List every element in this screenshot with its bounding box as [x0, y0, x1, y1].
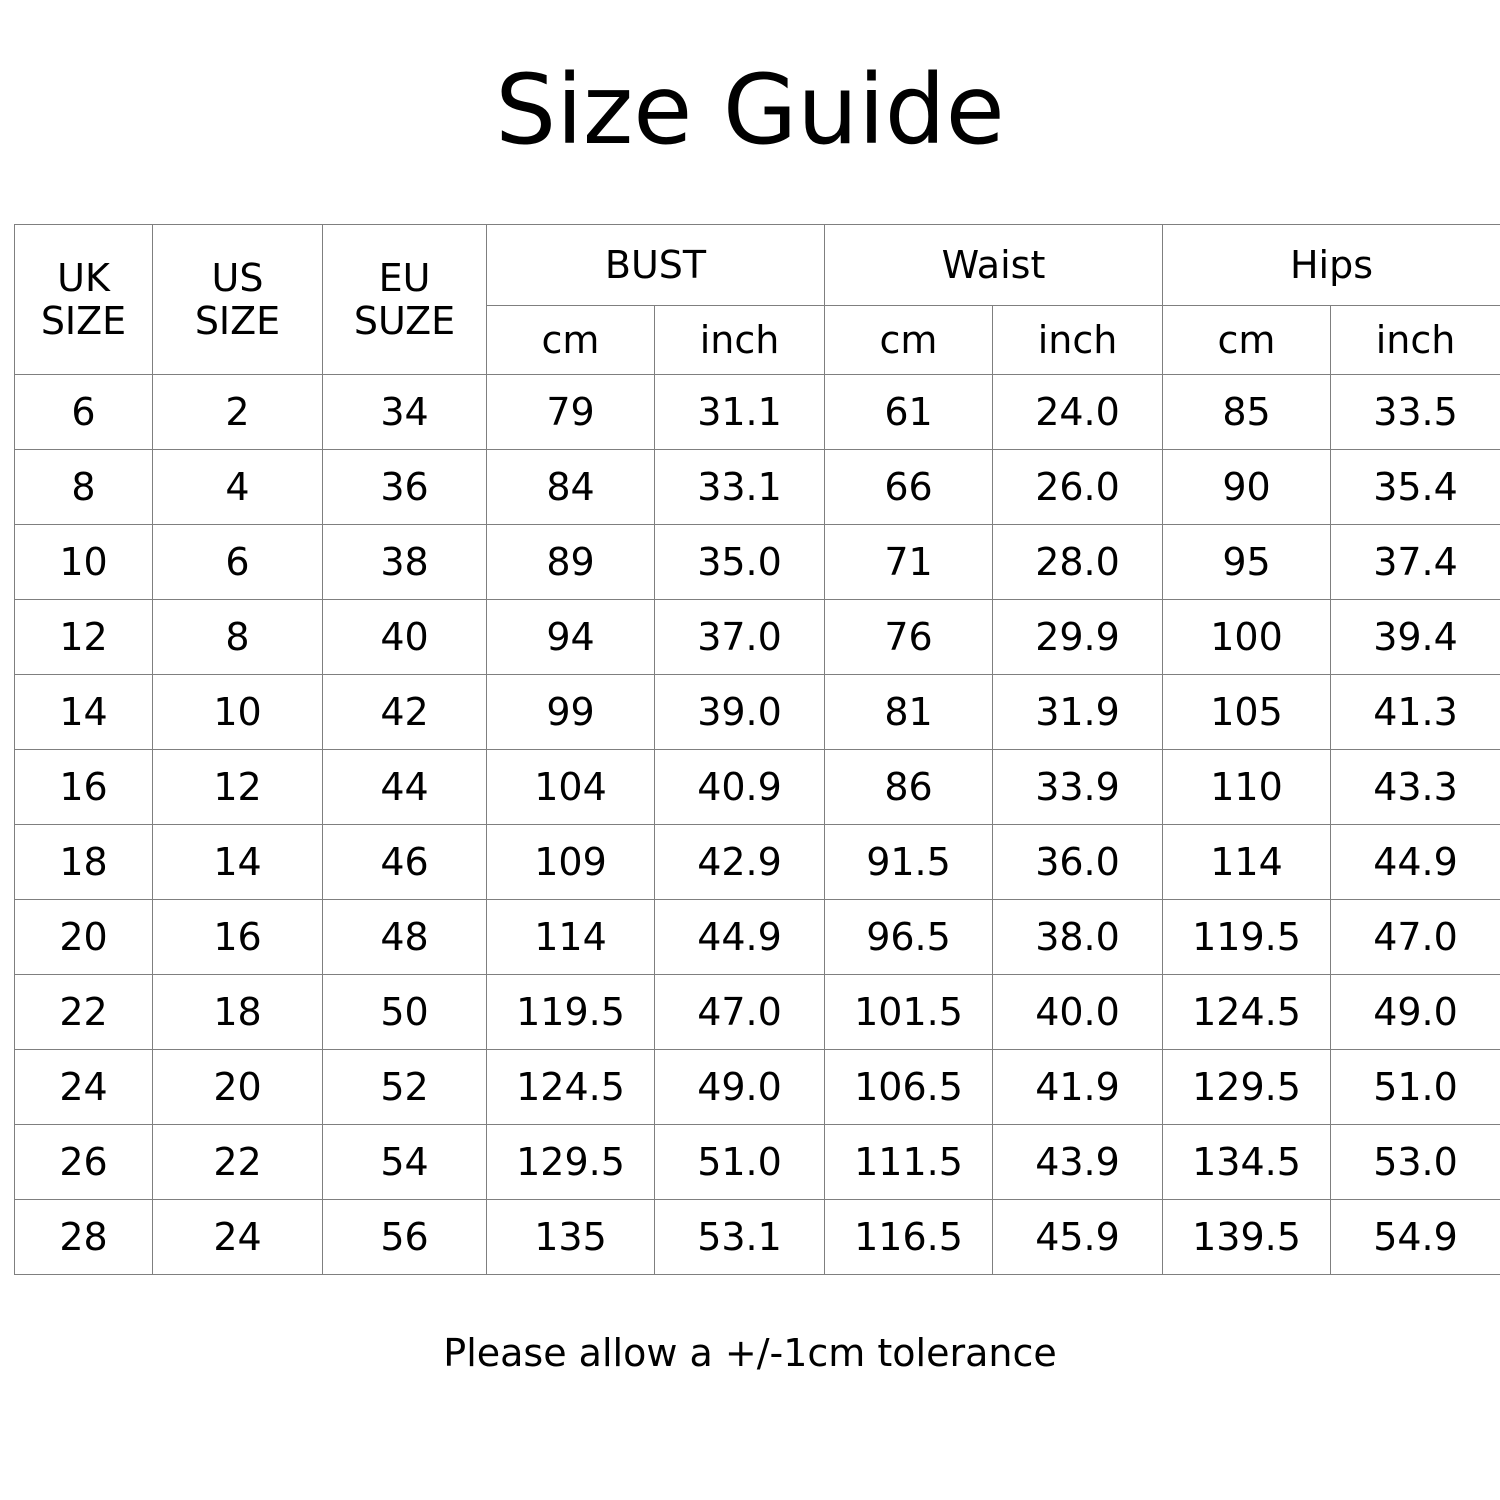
cell-bust-cm: 94 [487, 600, 655, 675]
cell-hips-inch: 33.5 [1331, 375, 1500, 450]
cell-waist-cm: 91.5 [825, 825, 993, 900]
cell-waist-cm: 116.5 [825, 1200, 993, 1275]
cell-bust-inch: 35.0 [655, 525, 825, 600]
table-row [15, 450, 1500, 525]
cell-eu-size: 54 [323, 1125, 487, 1200]
cell-bust-cm: 104 [487, 750, 655, 825]
cell-hips-cm: 114 [1163, 825, 1331, 900]
table-head [15, 225, 1500, 375]
cell-hips-cm: 85 [1163, 375, 1331, 450]
cell-waist-inch: 29.9 [993, 600, 1163, 675]
unit-header-bust-inch: inch [655, 306, 825, 375]
cell-us-size: 6 [153, 525, 323, 600]
us-size-line1: US [211, 255, 264, 300]
cell-waist-cm: 66 [825, 450, 993, 525]
cell-bust-inch: 39.0 [655, 675, 825, 750]
cell-bust-inch: 40.9 [655, 750, 825, 825]
size-table-container [0, 224, 1500, 1275]
cell-uk-size: 8 [15, 450, 153, 525]
cell-bust-cm: 124.5 [487, 1050, 655, 1125]
cell-bust-inch: 33.1 [655, 450, 825, 525]
cell-hips-cm: 100 [1163, 600, 1331, 675]
cell-hips-cm: 90 [1163, 450, 1331, 525]
unit-header-bust-cm: cm [487, 306, 655, 375]
cell-us-size: 12 [153, 750, 323, 825]
cell-uk-size: 24 [15, 1050, 153, 1125]
cell-hips-cm: 105 [1163, 675, 1331, 750]
tolerance-note: Please allow a +/-1cm tolerance [443, 1331, 1057, 1375]
cell-hips-inch: 43.3 [1331, 750, 1500, 825]
cell-bust-cm: 135 [487, 1200, 655, 1275]
us-size-line2: SIZE [194, 298, 281, 343]
column-group-header-waist: Waist [825, 225, 1163, 306]
cell-bust-cm: 84 [487, 450, 655, 525]
cell-bust-cm: 129.5 [487, 1125, 655, 1200]
cell-us-size: 22 [153, 1125, 323, 1200]
cell-us-size: 14 [153, 825, 323, 900]
cell-uk-size: 14 [15, 675, 153, 750]
cell-uk-size: 16 [15, 750, 153, 825]
cell-hips-inch: 41.3 [1331, 675, 1500, 750]
page-title: Size Guide [495, 54, 1005, 166]
cell-waist-inch: 43.9 [993, 1125, 1163, 1200]
table-row [15, 600, 1500, 675]
cell-waist-inch: 28.0 [993, 525, 1163, 600]
table-row [15, 900, 1500, 975]
unit-header-hips-cm: cm [1163, 306, 1331, 375]
cell-hips-inch: 53.0 [1331, 1125, 1500, 1200]
table-row [15, 750, 1500, 825]
cell-bust-inch: 49.0 [655, 1050, 825, 1125]
cell-waist-cm: 86 [825, 750, 993, 825]
cell-hips-inch: 49.0 [1331, 975, 1500, 1050]
table-row [15, 1200, 1500, 1275]
cell-hips-cm: 119.5 [1163, 900, 1331, 975]
cell-waist-inch: 36.0 [993, 825, 1163, 900]
cell-hips-cm: 95 [1163, 525, 1331, 600]
cell-waist-inch: 33.9 [993, 750, 1163, 825]
cell-uk-size: 10 [15, 525, 153, 600]
cell-us-size: 20 [153, 1050, 323, 1125]
cell-waist-inch: 31.9 [993, 675, 1163, 750]
table-row [15, 1050, 1500, 1125]
cell-uk-size: 18 [15, 825, 153, 900]
table-row [15, 825, 1500, 900]
cell-uk-size: 20 [15, 900, 153, 975]
cell-bust-cm: 119.5 [487, 975, 655, 1050]
cell-waist-inch: 45.9 [993, 1200, 1163, 1275]
cell-bust-inch: 53.1 [655, 1200, 825, 1275]
cell-us-size: 8 [153, 600, 323, 675]
cell-uk-size: 26 [15, 1125, 153, 1200]
cell-eu-size: 40 [323, 600, 487, 675]
cell-bust-cm: 79 [487, 375, 655, 450]
cell-bust-inch: 44.9 [655, 900, 825, 975]
unit-header-waist-cm: cm [825, 306, 993, 375]
cell-us-size: 4 [153, 450, 323, 525]
table-row [15, 375, 1500, 450]
cell-hips-cm: 129.5 [1163, 1050, 1331, 1125]
eu-size-line2: SUZE [353, 298, 456, 343]
cell-waist-cm: 111.5 [825, 1125, 993, 1200]
cell-eu-size: 52 [323, 1050, 487, 1125]
cell-hips-inch: 44.9 [1331, 825, 1500, 900]
cell-waist-cm: 106.5 [825, 1050, 993, 1125]
cell-eu-size: 36 [323, 450, 487, 525]
uk-size-line1: UK [57, 255, 110, 300]
cell-eu-size: 46 [323, 825, 487, 900]
cell-uk-size: 12 [15, 600, 153, 675]
uk-size-line2: SIZE [40, 298, 127, 343]
cell-eu-size: 48 [323, 900, 487, 975]
unit-header-waist-inch: inch [993, 306, 1163, 375]
cell-hips-inch: 47.0 [1331, 900, 1500, 975]
cell-us-size: 16 [153, 900, 323, 975]
column-header-eu-size [323, 225, 487, 375]
cell-waist-inch: 40.0 [993, 975, 1163, 1050]
unit-header-hips-inch: inch [1331, 306, 1500, 375]
column-header-us-size [153, 225, 323, 375]
cell-waist-inch: 41.9 [993, 1050, 1163, 1125]
cell-waist-cm: 71 [825, 525, 993, 600]
column-group-header-bust: BUST [487, 225, 825, 306]
cell-eu-size: 44 [323, 750, 487, 825]
cell-uk-size: 22 [15, 975, 153, 1050]
column-header-uk-size [15, 225, 153, 375]
cell-hips-inch: 51.0 [1331, 1050, 1500, 1125]
cell-eu-size: 42 [323, 675, 487, 750]
cell-waist-inch: 26.0 [993, 450, 1163, 525]
column-group-header-hips: Hips [1163, 225, 1500, 306]
cell-hips-cm: 139.5 [1163, 1200, 1331, 1275]
cell-waist-inch: 38.0 [993, 900, 1163, 975]
cell-waist-cm: 61 [825, 375, 993, 450]
cell-hips-inch: 37.4 [1331, 525, 1500, 600]
cell-bust-inch: 42.9 [655, 825, 825, 900]
cell-eu-size: 50 [323, 975, 487, 1050]
cell-us-size: 10 [153, 675, 323, 750]
size-guide-table [14, 224, 1500, 1275]
cell-bust-cm: 89 [487, 525, 655, 600]
cell-waist-inch: 24.0 [993, 375, 1163, 450]
table-header-row-groups [15, 225, 1500, 306]
cell-uk-size: 28 [15, 1200, 153, 1275]
table-row [15, 975, 1500, 1050]
cell-hips-cm: 124.5 [1163, 975, 1331, 1050]
cell-hips-inch: 35.4 [1331, 450, 1500, 525]
cell-us-size: 18 [153, 975, 323, 1050]
cell-us-size: 2 [153, 375, 323, 450]
cell-waist-cm: 101.5 [825, 975, 993, 1050]
cell-uk-size: 6 [15, 375, 153, 450]
cell-hips-cm: 134.5 [1163, 1125, 1331, 1200]
table-row [15, 525, 1500, 600]
cell-bust-inch: 47.0 [655, 975, 825, 1050]
table-body [15, 375, 1500, 1275]
cell-hips-inch: 39.4 [1331, 600, 1500, 675]
cell-bust-cm: 99 [487, 675, 655, 750]
cell-eu-size: 56 [323, 1200, 487, 1275]
cell-bust-cm: 114 [487, 900, 655, 975]
cell-bust-inch: 31.1 [655, 375, 825, 450]
cell-eu-size: 38 [323, 525, 487, 600]
table-row [15, 675, 1500, 750]
cell-bust-inch: 37.0 [655, 600, 825, 675]
cell-us-size: 24 [153, 1200, 323, 1275]
cell-waist-cm: 81 [825, 675, 993, 750]
cell-waist-cm: 96.5 [825, 900, 993, 975]
cell-hips-cm: 110 [1163, 750, 1331, 825]
eu-size-line1: EU [378, 255, 431, 300]
cell-bust-cm: 109 [487, 825, 655, 900]
cell-waist-cm: 76 [825, 600, 993, 675]
cell-bust-inch: 51.0 [655, 1125, 825, 1200]
cell-hips-inch: 54.9 [1331, 1200, 1500, 1275]
cell-eu-size: 34 [323, 375, 487, 450]
table-row [15, 1125, 1500, 1200]
